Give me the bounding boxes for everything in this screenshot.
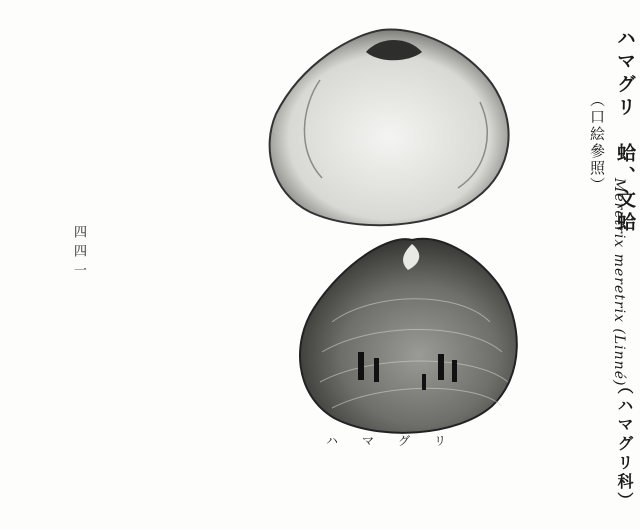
lower-shell-exterior <box>300 239 517 433</box>
heading-reference: （口絵參照） <box>588 92 606 194</box>
page-number: 四四一 <box>71 225 86 282</box>
upper-shell-interior <box>270 30 509 226</box>
heading-title: ハマグリ 蛤、文蛤 <box>614 28 636 235</box>
shell-illustration <box>262 22 522 442</box>
body-text-unreadable-marker <box>310 10 311 11</box>
family-name: （ハマグリ科） <box>615 378 634 511</box>
figure-caption: ハマグリ <box>325 434 470 448</box>
scientific-name: Meretrix meretrix (Linné) <box>611 178 627 387</box>
